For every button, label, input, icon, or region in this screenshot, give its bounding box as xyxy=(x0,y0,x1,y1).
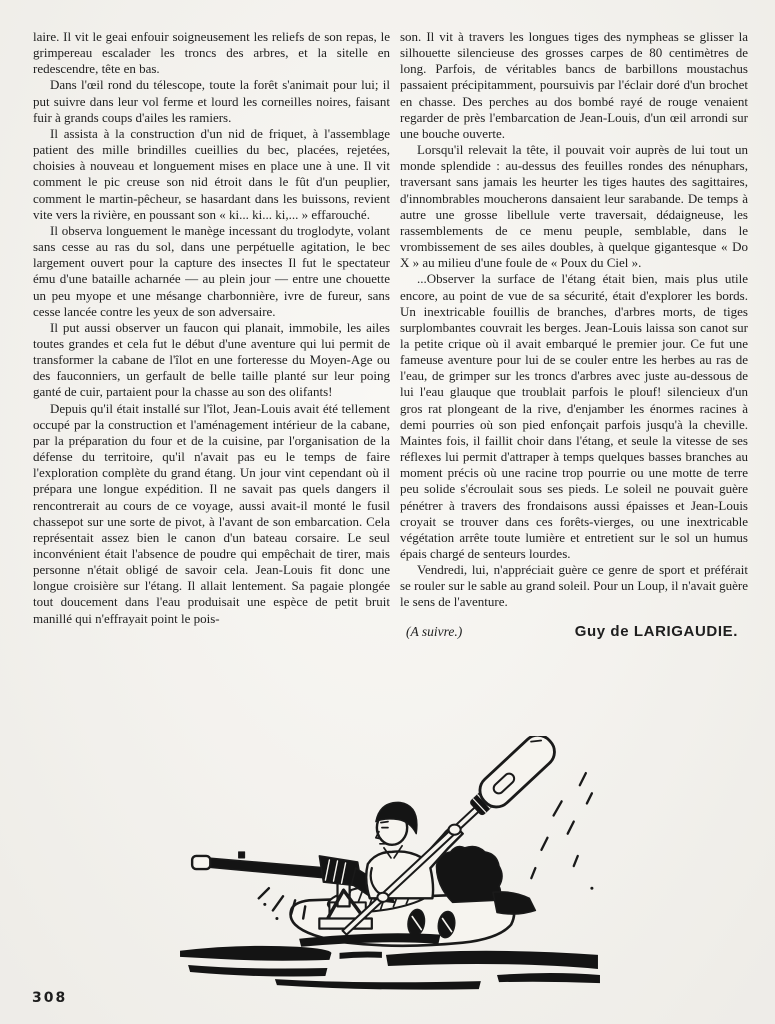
paragraph: Vendredi, lui, n'appréciait guère ce genre de sport et préférait se rouler sur le sable au grand soleil. Pour un Loup, il n'avait guère le sens de l'aventure. xyxy=(400,562,748,610)
page-number: 308 xyxy=(32,990,68,1006)
article-footer xyxy=(400,624,748,640)
paragraph: Depuis qu'il était installé sur l'îlot, Jean-Louis avait été tellement occupé par la construction et l'aménagement intérieur de la cabane, par la préparation du four et de la cuisine, par l'organisation de la défense du territoire, qu'il n'avait pas eu le temps de faire l'exploration complète du grand étang. Un jour vint cependant où il prépara une longue expédition. Il ne savait pas quels dangers il rencontrerait au cours de ce voyage, aussi avait-il monté le fusil chassepot sur une sorte de pivot, à l'avant de son embarcation. Cela représentait assez bien le canon d'un bateau corsaire. Le seul inconvénient était l'absence de poudre qui empêchait de tirer, mais personne n'était obligé de savoir cela. Jean-Louis fit donc une longue croisière sur l'étang. Il allait lentement. Sa pagaie plongée tout doucement dans l'eau produisait une espèce de petit bruit manillé qui n'effrayait point le pois- xyxy=(33,400,390,626)
text-column-right xyxy=(400,29,748,640)
paragraph: ...Observer la surface de l'étang était bien, mais plus utile encore, au point de vue de sa sécurité, était d'explorer les bords. Un inextricable fouillis de branches, d'arbres morts, de tiges surplombantes couvrait les berges. Jean-Louis laissa son canot sur la petite crique où il avait embarqué le premier jour. Ce fut une fameuse aventure pour lui de se couler entre les herbes au ras de l'eau, de grimper sur les troncs d'arbres avec juste au-dessous de lui l'eau glauque que troublait parfois le plouf! silencieux d'un gros rat plongeant de la rive, d'enjamber les énormes racines à demi pourries où son pied enfonçait parfois jusqu'à la cheville. Maintes fois, il faillit choir dans l'étang, et seule la vitesse de ses réflexes lui permit d'attraper à temps quelques basses branches au moment précis où une racine trop pourrie ou une motte de terre peu solide s'écroulait sous ses pieds. Le soleil ne pouvait guère pénétrer à travers des frondaisons aussi épaisses et Jean-Louis croyait se trouver dans ces forêts-vierges, ou une inextricable végétation arrête toute lumière et entretient sur le sol un humus épais chargé de senteurs lourdes. xyxy=(400,271,748,561)
paragraph: laire. Il vit le geai enfouir soigneusement les reliefs de son repas, le grimpereau escalader les troncs des arbres, et la sitelle en redescendre, tête en bas. xyxy=(33,29,390,77)
text-column-left xyxy=(33,29,390,627)
paragraph: Il assista à la construction d'un nid de friquet, à l'assemblage patient des mille brindilles cueillies du bec, placées, rejetées, choisies à nouveau et longuement mises en place une à une. Il vit comment le pic creuse son nid étroit dans le fût d'un peuplier, comment le martin-pêcheur, se hasardant dans les buissons, revient vite vers la rivière, en poussant son « ki... ki... ki,... » effarouché. xyxy=(33,125,390,222)
continuation-note: (A suivre.) xyxy=(406,623,463,639)
author-signature: Guy de LARIGAUDIE. xyxy=(574,622,738,640)
paragraph: Lorsqu'il relevait la tête, il pouvait voir auprès de lui tout un monde splendide : au-dessus des feuilles rondes des nénuphars, traversant sans jamais les heurter les tiges hautes des sagittaires, d'innombrables moucherons dansaient leur sarabande. De temps à autre une grosse libellule verte traversait, dédaigneuse, les rassemblements de ce menu peuple, semblable, dans le vrombissement de ses ailes doubles, à quelque gigantesque « Do X » au milieu d'une foule de « Poux du Ciel ». xyxy=(400,142,748,271)
paragraph: Dans l'œil rond du télescope, toute la forêt s'animait pour lui; il put suivre dans leur vol ferme et lourd les corneilles noires, faisant fuir à grands coups d'ailes les ramiers. xyxy=(33,77,390,125)
illustration-boy-in-boat-drawing xyxy=(178,736,602,994)
paragraph: Il observa longuement le manège incessant du troglodyte, volant sans cesse au ras du sol, dans une perpétuelle agitation, le bec largement ouvert pour la capture des insectes Il fut le spectateur ému d'une bataille acharnée — au plein jour — entre une chouette un peu myope et une mésange charbonnière, ivre de fureur, sans cesse lancée contre les yeux de son adversaire. xyxy=(33,222,390,319)
paragraph: son. Il vit à travers les longues tiges des nympheas se glisser la silhouette silencieuse des grosses carpes de 80 centimètres de long. Parfois, de véritables bancs de barbillons moustachus passaient précipitamment, poursuivis par l'éclair doré d'un brochet en chasse. Des perches au dos bombé rayé de rouge venaient regarder de près l'embarcation de Jean-Louis, d'un œil arrondi sur une bouche ouverte. xyxy=(400,29,748,141)
paragraph: Il put aussi observer un faucon qui planait, immobile, les ailes toutes grandes et cela fut le début d'une aventure qui lui permit de transformer la cabane de l'îlot en une forteresse du Moyen-Age ou des fauconniers, un gerfault de belle taille planté sur leur poing ganté de cuir, partaient pour la chasse au son des olifants! xyxy=(33,319,390,400)
